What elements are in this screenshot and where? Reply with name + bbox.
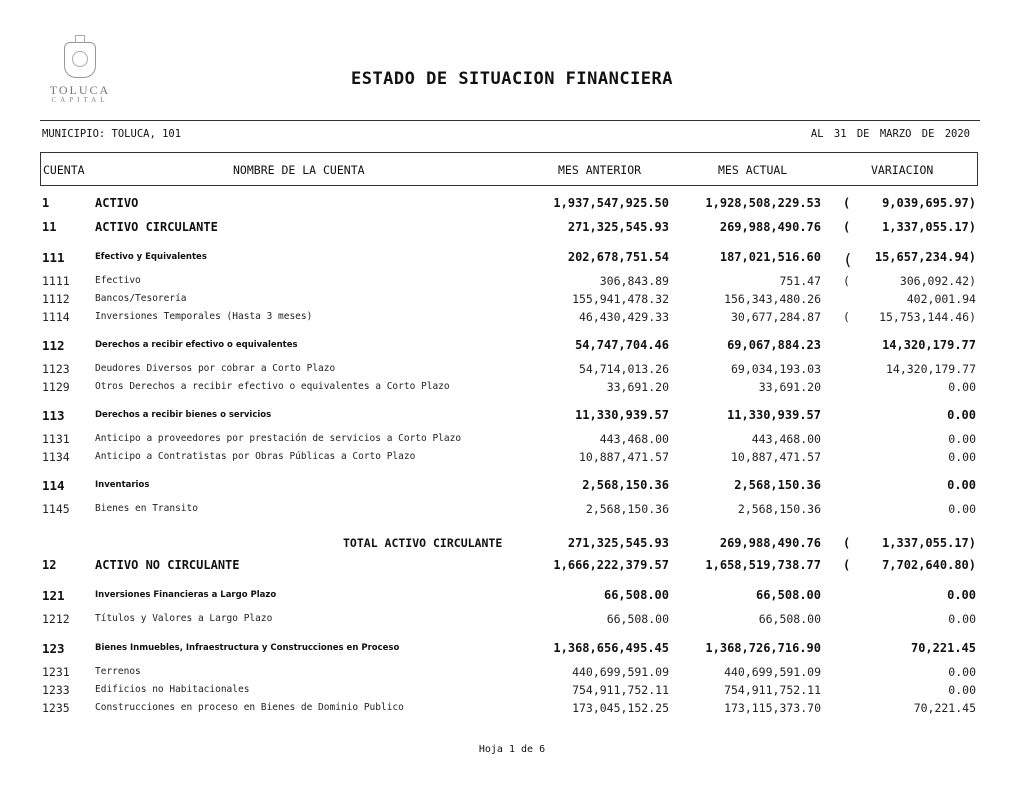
mes-actual-value: 11,330,939.57 bbox=[727, 408, 821, 422]
account-code: 12 bbox=[42, 558, 57, 572]
account-name: Títulos y Valores a Largo Plazo bbox=[95, 613, 273, 624]
variacion-value: 70,221.45 bbox=[913, 701, 976, 715]
header-nombre: NOMBRE DE LA CUENTA bbox=[233, 163, 365, 177]
account-name: Bancos/Tesorería bbox=[95, 293, 187, 304]
account-code: 1114 bbox=[42, 310, 70, 324]
variacion-value: 0.00 bbox=[948, 612, 976, 626]
variacion-value: 7,702,640.80) bbox=[882, 558, 976, 572]
account-name: Inversiones Temporales (Hasta 3 meses) bbox=[95, 311, 313, 322]
mes-actual-value: 269,988,490.76 bbox=[719, 536, 821, 550]
mes-anterior-value: 66,508.00 bbox=[606, 612, 669, 626]
logo-subtext: CAPITAL bbox=[51, 96, 109, 104]
mes-actual-value: 10,887,471.57 bbox=[730, 450, 821, 464]
table-row bbox=[0, 432, 1024, 448]
variacion-value: 1,337,055.17) bbox=[882, 536, 976, 550]
account-name: Anticipo a proveedores por prestación de servicios a Corto Plazo bbox=[95, 433, 462, 444]
mes-anterior-value: 306,843.89 bbox=[599, 274, 669, 288]
mes-actual-value: 33,691.20 bbox=[758, 380, 821, 394]
account-name: Derechos a recibir bienes o servicios bbox=[95, 410, 272, 420]
mes-actual-value: 269,988,490.76 bbox=[719, 220, 821, 234]
account-code: 112 bbox=[42, 338, 65, 353]
table-row bbox=[0, 450, 1024, 466]
header-cuenta: CUENTA bbox=[43, 163, 85, 177]
mes-actual-value: 1,658,519,738.77 bbox=[705, 558, 821, 572]
table-row bbox=[0, 362, 1024, 378]
account-code: 111 bbox=[42, 250, 65, 265]
account-name: Construcciones en proceso en Bienes de Dominio Publico bbox=[95, 702, 404, 713]
mes-actual-value: 69,067,884.23 bbox=[727, 338, 821, 352]
account-name: Otros Derechos a recibir efectivo o equivalentes a Corto Plazo bbox=[95, 381, 450, 392]
table-header bbox=[40, 152, 978, 186]
mes-anterior-value: 2,568,150.36 bbox=[585, 502, 669, 516]
mes-anterior-value: 2,568,150.36 bbox=[582, 478, 669, 492]
mes-anterior-value: 173,045,152.25 bbox=[572, 701, 669, 715]
table-row bbox=[0, 612, 1024, 628]
variacion-paren: ( bbox=[843, 250, 853, 269]
variacion-value: 0.00 bbox=[948, 432, 976, 446]
mes-anterior-value: 1,368,656,495.45 bbox=[553, 641, 669, 655]
header-variacion: VARIACION bbox=[871, 163, 934, 177]
account-code: 1233 bbox=[42, 683, 70, 697]
variacion-value: 0.00 bbox=[948, 380, 976, 394]
mes-anterior-value: 271,325,545.93 bbox=[567, 536, 669, 550]
table-row bbox=[0, 220, 1024, 236]
mes-anterior-value: 155,941,478.32 bbox=[572, 292, 669, 306]
variacion-value: 0.00 bbox=[948, 683, 976, 697]
variacion-value: 9,039,695.97) bbox=[882, 196, 976, 210]
account-code: 1 bbox=[42, 196, 50, 210]
mes-anterior-value: 271,325,545.93 bbox=[567, 220, 669, 234]
mes-actual-value: 2,568,150.36 bbox=[734, 478, 821, 492]
mes-anterior-value: 54,747,704.46 bbox=[575, 338, 669, 352]
table-row bbox=[0, 683, 1024, 699]
report-date: AL 31 DE MARZO DE 2020 bbox=[810, 128, 970, 140]
table-row bbox=[0, 310, 1024, 326]
account-name: Bienes en Transito bbox=[95, 503, 198, 514]
variacion-paren: ( bbox=[843, 274, 850, 288]
account-name: Edificios no Habitacionales bbox=[95, 684, 250, 695]
account-code: 1145 bbox=[42, 502, 70, 516]
account-code: 123 bbox=[42, 641, 65, 656]
variacion-value: 0.00 bbox=[947, 588, 976, 602]
page-number: Hoja 1 de 6 bbox=[478, 744, 546, 755]
table-row bbox=[0, 588, 1024, 604]
variacion-value: 14,320,179.77 bbox=[885, 362, 976, 376]
table-row bbox=[0, 701, 1024, 717]
mes-anterior-value: 202,678,751.54 bbox=[567, 250, 669, 264]
mes-anterior-value: 33,691.20 bbox=[606, 380, 669, 394]
account-code: 1123 bbox=[42, 362, 70, 376]
mes-actual-value: 2,568,150.36 bbox=[737, 502, 821, 516]
account-name: ACTIVO CIRCULANTE bbox=[95, 220, 218, 234]
table-row bbox=[0, 380, 1024, 396]
variacion-paren: ( bbox=[843, 196, 851, 210]
variacion-value: 0.00 bbox=[948, 665, 976, 679]
table-row bbox=[0, 536, 1024, 552]
table-row bbox=[0, 338, 1024, 354]
account-name: Derechos a recibir efectivo o equivalentes bbox=[95, 340, 298, 350]
mes-anterior-value: 46,430,429.33 bbox=[578, 310, 669, 324]
variacion-value: 306,092.42) bbox=[899, 274, 976, 288]
table-row bbox=[0, 478, 1024, 494]
mes-anterior-value: 11,330,939.57 bbox=[575, 408, 669, 422]
variacion-value: 0.00 bbox=[947, 478, 976, 492]
mes-actual-value: 754,911,752.11 bbox=[724, 683, 821, 697]
account-name: TOTAL ACTIVO CIRCULANTE bbox=[343, 536, 503, 550]
variacion-value: 14,320,179.77 bbox=[882, 338, 976, 352]
variacion-paren: ( bbox=[843, 536, 851, 550]
account-name: ACTIVO bbox=[95, 196, 139, 210]
municipio-label: MUNICIPIO: TOLUCA, 101 bbox=[42, 128, 182, 140]
account-code: 113 bbox=[42, 408, 65, 423]
account-code: 1112 bbox=[42, 292, 70, 306]
variacion-value: 15,753,144.46) bbox=[879, 310, 976, 324]
variacion-value: 0.00 bbox=[947, 408, 976, 422]
table-row bbox=[0, 250, 1024, 269]
mes-actual-value: 1,368,726,716.90 bbox=[705, 641, 821, 655]
table-row bbox=[0, 408, 1024, 424]
mes-anterior-value: 66,508.00 bbox=[603, 588, 669, 602]
table-row bbox=[0, 196, 1024, 212]
variacion-value: 0.00 bbox=[948, 450, 976, 464]
variacion-paren: ( bbox=[843, 558, 851, 572]
account-code: 1235 bbox=[42, 701, 70, 715]
header-mes-anterior: MES ANTERIOR bbox=[558, 163, 642, 177]
mes-anterior-value: 754,911,752.11 bbox=[572, 683, 669, 697]
account-code: 1134 bbox=[42, 450, 70, 464]
account-code: 11 bbox=[42, 220, 57, 234]
mes-anterior-value: 1,666,222,379.57 bbox=[553, 558, 669, 572]
mes-actual-value: 173,115,373.70 bbox=[724, 701, 821, 715]
logo-text: TOLUCA bbox=[49, 83, 111, 97]
mes-actual-value: 1,928,508,229.53 bbox=[705, 196, 821, 210]
variacion-value: 402,001.94 bbox=[906, 292, 976, 306]
table-row bbox=[0, 274, 1024, 290]
account-name: Inversiones Financieras a Largo Plazo bbox=[95, 590, 277, 600]
mes-actual-value: 66,508.00 bbox=[758, 612, 821, 626]
table-row bbox=[0, 292, 1024, 308]
variacion-value: 1,337,055.17) bbox=[882, 220, 976, 234]
mes-actual-value: 187,021,516.60 bbox=[719, 250, 821, 264]
account-name: Bienes Inmuebles, Infraestructura y Construcciones en Proceso bbox=[95, 643, 400, 653]
variacion-paren: ( bbox=[843, 220, 851, 234]
mes-actual-value: 751.47 bbox=[779, 274, 821, 288]
table-row bbox=[0, 665, 1024, 681]
account-code: 1131 bbox=[42, 432, 70, 446]
document-title: ESTADO DE SITUACION FINANCIERA bbox=[350, 69, 674, 89]
table-row bbox=[0, 502, 1024, 518]
account-name: Terrenos bbox=[95, 666, 141, 677]
account-code: 114 bbox=[42, 478, 65, 493]
header-mes-actual: MES ACTUAL bbox=[718, 163, 788, 177]
variacion-value: 70,221.45 bbox=[910, 641, 976, 655]
account-code: 1111 bbox=[42, 274, 70, 288]
account-name: Deudores Diversos por cobrar a Corto Plazo bbox=[95, 363, 336, 374]
mes-anterior-value: 10,887,471.57 bbox=[578, 450, 669, 464]
account-name: Inventarios bbox=[95, 480, 150, 490]
mes-actual-value: 66,508.00 bbox=[755, 588, 821, 602]
account-code: 1212 bbox=[42, 612, 70, 626]
mes-actual-value: 69,034,193.03 bbox=[730, 362, 821, 376]
table-row bbox=[0, 641, 1024, 657]
mes-anterior-value: 443,468.00 bbox=[599, 432, 669, 446]
variacion-value: 15,657,234.94) bbox=[874, 250, 976, 264]
mes-anterior-value: 440,699,591.09 bbox=[572, 665, 669, 679]
account-name: Efectivo bbox=[95, 275, 141, 286]
mes-anterior-value: 54,714,013.26 bbox=[578, 362, 669, 376]
table-row bbox=[0, 558, 1024, 574]
mes-anterior-value: 1,937,547,925.50 bbox=[553, 196, 669, 210]
account-code: 1231 bbox=[42, 665, 70, 679]
mes-actual-value: 156,343,480.26 bbox=[724, 292, 821, 306]
mes-actual-value: 443,468.00 bbox=[751, 432, 821, 446]
account-name: ACTIVO NO CIRCULANTE bbox=[95, 558, 240, 572]
mes-actual-value: 30,677,284.87 bbox=[730, 310, 821, 324]
account-code: 1129 bbox=[42, 380, 70, 394]
header-divider bbox=[40, 120, 980, 121]
account-name: Anticipo a Contratistas por Obras Públicas a Corto Plazo bbox=[95, 451, 416, 462]
variacion-paren: ( bbox=[843, 310, 850, 324]
account-code: 121 bbox=[42, 588, 65, 603]
variacion-value: 0.00 bbox=[948, 502, 976, 516]
account-name: Efectivo y Equivalentes bbox=[95, 252, 207, 262]
mes-actual-value: 440,699,591.09 bbox=[724, 665, 821, 679]
